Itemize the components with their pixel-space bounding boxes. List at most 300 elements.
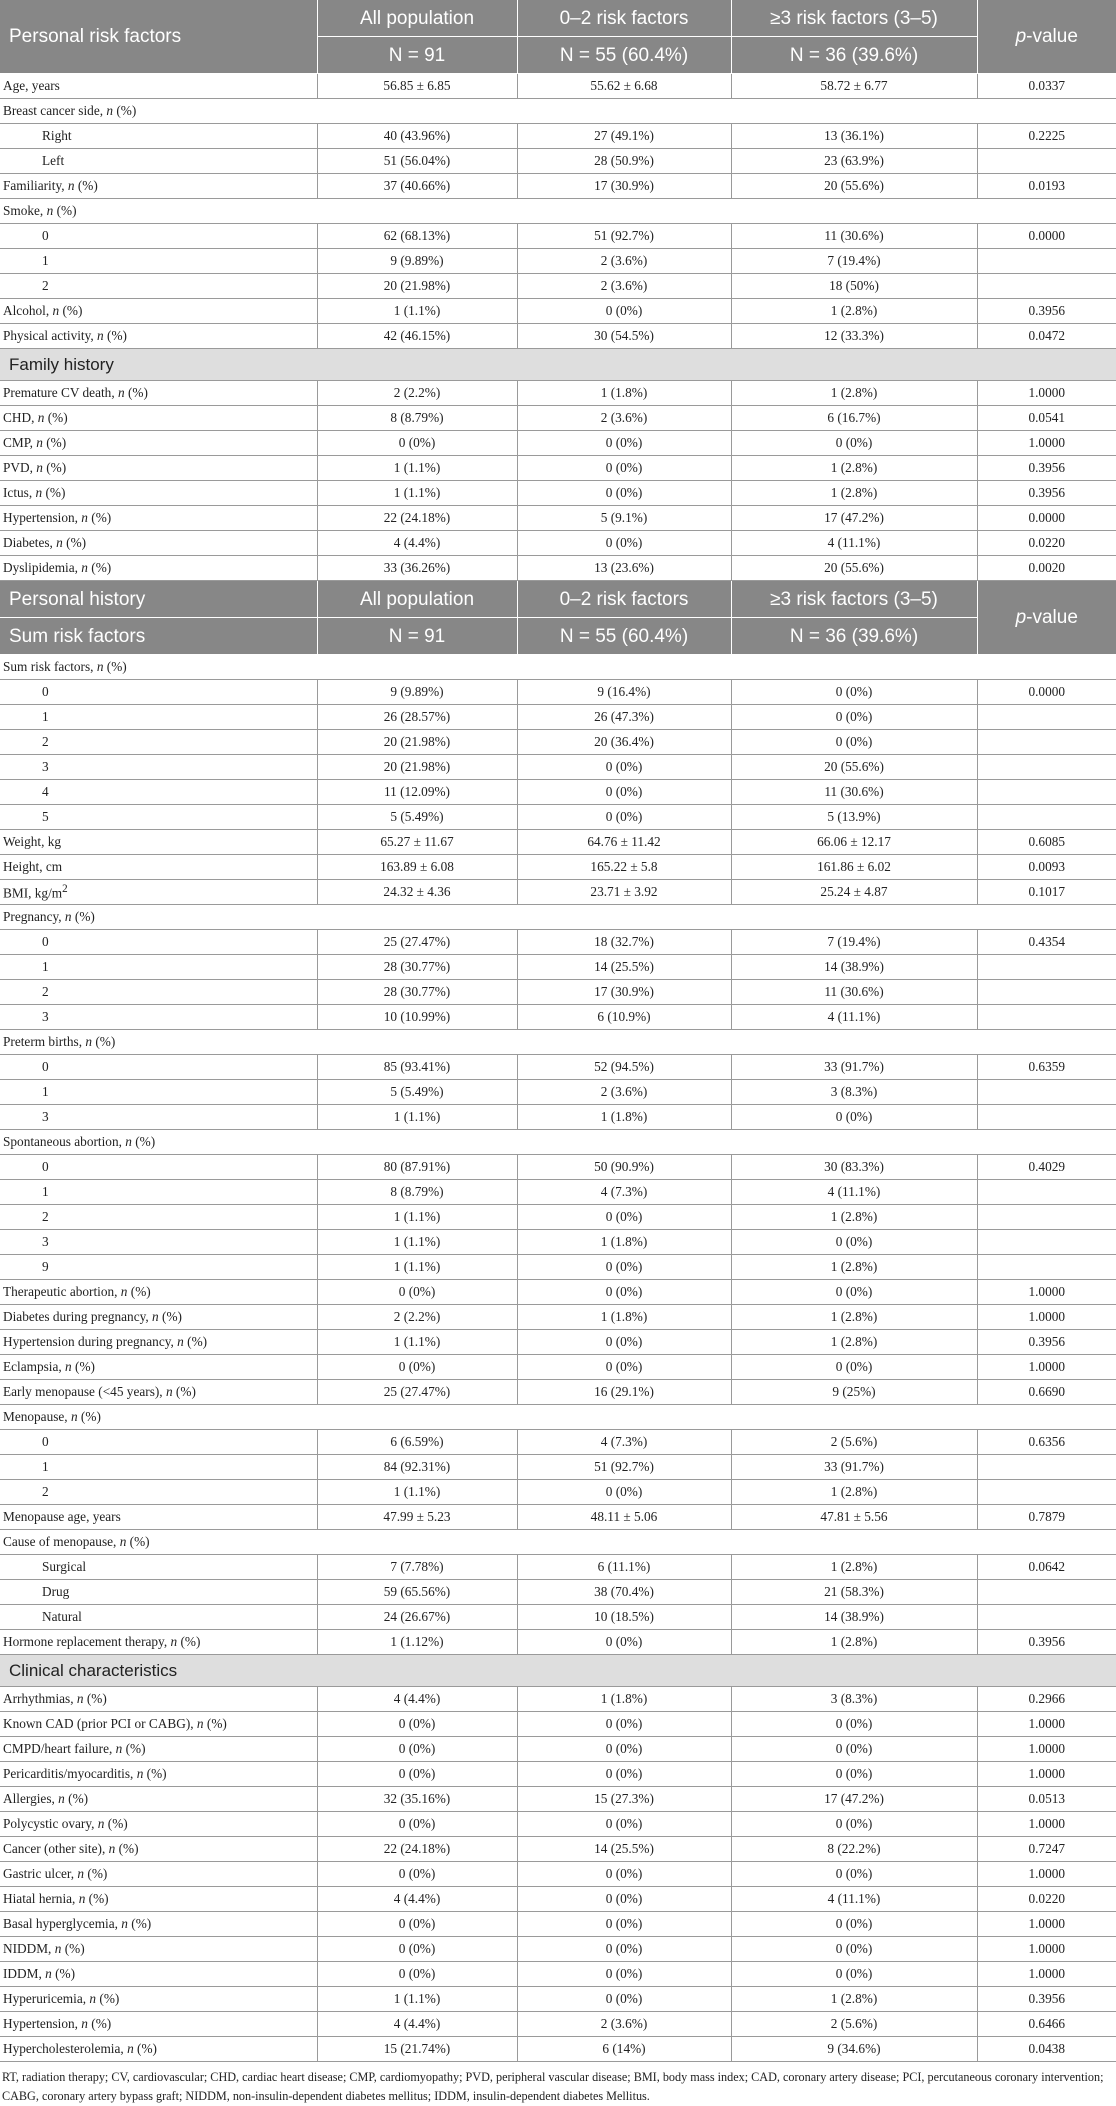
row-label [0,1505,317,1530]
label-text: Hormone replacement therapy, [3,1634,171,1650]
header-low-risk: 0–2 risk factors [517,581,731,618]
cell-all-population: 10 (10.99%) [317,1005,517,1030]
row-label [0,830,317,855]
n-symbol: n [85,1034,93,1050]
n-symbol: n [67,178,75,194]
row-label [0,1330,317,1355]
label-text: Dyslipidemia, [3,560,82,576]
row-label [0,1130,1116,1155]
row-label [0,1455,317,1480]
table-row [0,274,1116,299]
cell-low-risk: 1 (1.8%) [517,1230,731,1255]
cell-low-risk: 4 (7.3%) [517,1430,731,1455]
row-label [0,2037,317,2062]
cell-p-value [977,149,1116,174]
cell-high-risk: 13 (36.1%) [731,124,977,149]
cell-all-population: 0 (0%) [317,1737,517,1762]
cell-all-population: 8 (8.79%) [317,1180,517,1205]
label-text: Early menopause (<45 years), [3,1384,166,1400]
label-unit: (%) [133,2041,157,2057]
cell-low-risk: 9 (16.4%) [517,680,731,705]
n-symbol: n [165,1384,173,1400]
table-row [0,2012,1116,2037]
label-text: Allergies, [3,1791,59,1807]
cell-p-value [977,980,1116,1005]
cell-high-risk: 0 (0%) [731,705,977,730]
cell-all-population: 4 (4.4%) [317,1887,517,1912]
label-text: IDDM, [3,1966,46,1982]
label-text: Left [42,153,65,169]
n-symbol: n [177,1334,184,1350]
cell-p-value: 0.0093 [977,855,1116,880]
cell-all-population: 7 (7.78%) [317,1555,517,1580]
label-unit: (%) [127,1284,151,1300]
label-unit: (%) [177,1634,201,1650]
cell-all-population: 24 (26.67%) [317,1605,517,1630]
cell-high-risk: 1 (2.8%) [731,299,977,324]
n-symbol: n [70,1409,78,1425]
table-row [0,955,1116,980]
n-symbol: n [152,1309,159,1325]
label-text: 2 [42,1209,49,1225]
table-row [0,1405,1116,1430]
cell-low-risk: 48.11 ± 5.06 [517,1505,731,1530]
cell-low-risk: 15 (27.3%) [517,1787,731,1812]
label-text: PVD, [3,460,37,476]
n-symbol: n [196,1716,204,1732]
cell-low-risk: 0 (0%) [517,1912,731,1937]
table-row [0,1030,1116,1055]
cell-p-value: 0.2225 [977,124,1116,149]
label-text: CHD, [3,410,38,426]
row-label [0,506,317,531]
row-label [0,1105,317,1130]
row-label [0,1155,317,1180]
header-sum-risk-factors: Sum risk factors [0,618,317,655]
label-text: Height, cm [3,859,63,875]
n-symbol: n [52,303,60,319]
label-text: 1 [42,1184,49,1200]
cell-high-risk: 6 (16.7%) [731,406,977,431]
label-text: Hypertension, [3,510,82,526]
n-symbol: n [37,410,45,426]
cell-all-population: 33 (36.26%) [317,556,517,581]
cell-high-risk: 0 (0%) [731,680,977,705]
cell-all-population: 1 (1.1%) [317,299,517,324]
cell-low-risk: 38 (70.4%) [517,1580,731,1605]
cell-p-value: 0.0000 [977,680,1116,705]
cell-all-population: 1 (1.1%) [317,1480,517,1505]
table-row [0,1080,1116,1105]
label-unit: (%) [183,1334,208,1350]
row-label [0,655,1116,680]
label-unit: (%) [131,1134,156,1150]
table-row [0,905,1116,930]
cell-high-risk: 0 (0%) [731,1862,977,1887]
cell-p-value: 1.0000 [977,381,1116,406]
cell-p-value: 0.2966 [977,1687,1116,1712]
label-text: 3 [42,1009,49,1025]
label-unit: (%) [59,303,83,319]
cell-high-risk: 20 (55.6%) [731,755,977,780]
cell-p-value [977,1005,1116,1030]
cell-low-risk: 0 (0%) [517,1255,731,1280]
row-label [0,199,1116,224]
row-label [0,1987,317,2012]
cell-high-risk: 4 (11.1%) [731,531,977,556]
p-suffix: -value [1026,607,1078,628]
cell-low-risk: 1 (1.8%) [517,1105,731,1130]
header-n-low: N = 55 (60.4%) [517,618,731,655]
cell-high-risk: 47.81 ± 5.56 [731,1505,977,1530]
cell-high-risk: 0 (0%) [731,1962,977,1987]
table-row [0,1055,1116,1080]
n-symbol: n [170,1634,178,1650]
label-unit: (%) [53,203,77,219]
cell-p-value: 0.3956 [977,299,1116,324]
cell-all-population: 51 (56.04%) [317,149,517,174]
cell-high-risk: 25.24 ± 4.87 [731,880,977,905]
cell-low-risk: 16 (29.1%) [517,1380,731,1405]
cell-p-value [977,1080,1116,1105]
table-row [0,1837,1116,1862]
n-symbol: n [56,535,63,551]
table-row [0,1737,1116,1762]
cell-high-risk: 20 (55.6%) [731,556,977,581]
cell-high-risk: 4 (11.1%) [731,1005,977,1030]
cell-all-population: 1 (1.12%) [317,1630,517,1655]
cell-p-value [977,1205,1116,1230]
table-row [0,705,1116,730]
row-label [0,249,317,274]
table-row [0,74,1116,99]
cell-all-population: 4 (4.4%) [317,1687,517,1712]
row-label [0,1837,317,1862]
table-row [0,1480,1116,1505]
label-text: Hypertension, [3,2016,82,2032]
cell-all-population: 5 (5.49%) [317,805,517,830]
row-label [0,1712,317,1737]
table-row [0,805,1116,830]
cell-low-risk: 0 (0%) [517,1937,731,1962]
row-label [0,149,317,174]
table-row [0,1630,1116,1655]
cell-p-value [977,1105,1116,1130]
cell-low-risk: 26 (47.3%) [517,705,731,730]
n-symbol: n [108,1841,116,1857]
row-label [0,531,317,556]
label-unit: (%) [158,1309,182,1325]
label-unit: (%) [127,1916,152,1932]
cell-low-risk: 0 (0%) [517,1812,731,1837]
cell-all-population: 0 (0%) [317,1355,517,1380]
n-symbol: n [77,1866,85,1882]
header-n-low: N = 55 (60.4%) [517,37,731,74]
label-text: Preterm births, [3,1034,86,1050]
row-label [0,1555,317,1580]
label-text: 0 [42,1159,49,1175]
row-label [0,955,317,980]
row-label [0,1180,317,1205]
cell-p-value: 0.0438 [977,2037,1116,2062]
table-row [0,980,1116,1005]
row-label [0,1055,317,1080]
table-row [0,1962,1116,1987]
cell-p-value: 0.7879 [977,1505,1116,1530]
cell-all-population: 25 (27.47%) [317,1380,517,1405]
row-label [0,1380,317,1405]
n-symbol: n [64,909,72,925]
family-history-section-row [0,349,1116,381]
label-text: Arrhythmias, [3,1691,77,1707]
cell-high-risk: 4 (11.1%) [731,1887,977,1912]
cell-all-population: 22 (24.18%) [317,506,517,531]
label-text: Alcohol, [3,303,53,319]
cell-high-risk: 0 (0%) [731,431,977,456]
cell-p-value [977,730,1116,755]
label-text: 1 [42,253,49,269]
cell-all-population: 40 (43.96%) [317,124,517,149]
cell-all-population: 163.89 ± 6.08 [317,855,517,880]
cell-p-value: 0.4354 [977,930,1116,955]
label-text: Hypercholesterolemia, [3,2041,128,2057]
cell-all-population: 4 (4.4%) [317,531,517,556]
cell-low-risk: 0 (0%) [517,1280,731,1305]
cell-all-population: 15 (21.74%) [317,2037,517,2062]
label-unit: (%) [87,560,112,576]
label-unit: (%) [64,1791,89,1807]
label-text: 1 [42,1459,49,1475]
cell-high-risk: 20 (55.6%) [731,174,977,199]
cell-high-risk: 1 (2.8%) [731,1630,977,1655]
table-row [0,531,1116,556]
table-row [0,149,1116,174]
cell-low-risk: 64.76 ± 11.42 [517,830,731,855]
cell-p-value: 0.0220 [977,531,1116,556]
cell-high-risk: 2 (5.6%) [731,1430,977,1455]
cell-low-risk: 28 (50.9%) [517,149,731,174]
label-unit: (%) [42,485,66,501]
cell-low-risk: 10 (18.5%) [517,1605,731,1630]
table-row [0,249,1116,274]
n-symbol: n [76,1691,84,1707]
label-unit: (%) [126,1534,150,1550]
cell-p-value [977,780,1116,805]
cell-high-risk: 5 (13.9%) [731,805,977,830]
cell-high-risk: 0 (0%) [731,1105,977,1130]
label-text: 9 [42,1259,49,1275]
cell-all-population: 1 (1.1%) [317,1987,517,2012]
table-row [0,299,1116,324]
cell-high-risk: 161.86 ± 6.02 [731,855,977,880]
cell-p-value [977,955,1116,980]
cell-high-risk: 0 (0%) [731,730,977,755]
cell-p-value: 0.0472 [977,324,1116,349]
cell-low-risk: 6 (10.9%) [517,1005,731,1030]
header-p-value [977,581,1116,655]
table-row [0,431,1116,456]
cell-p-value [977,1580,1116,1605]
header-all-population: All population [317,0,517,37]
n-symbol: n [58,1791,65,1807]
cell-p-value [977,1480,1116,1505]
n-symbol: n [46,203,54,219]
label-superscript: 2 [62,883,68,896]
cell-p-value: 0.0000 [977,506,1116,531]
table-footnote: RT, radiation therapy; CV, cardiovascular; CHD, cardiac heart disease; CMP, cardiomyopathy; PVD, peripheral vascular disease; BMI, body mass index; CAD, coronary artery disease; PCI, percutaneous coronary intervention; CABG, coronary artery bypass graft; NIDDM, non-insulin-dependent diabetes mellitus; IDDM, insulin-dependent diabetes Mellitus. [2,2070,1104,2103]
cell-low-risk: 20 (36.4%) [517,730,731,755]
label-unit: (%) [203,1716,227,1732]
cell-low-risk: 5 (9.1%) [517,506,731,531]
cell-p-value: 0.0642 [977,1555,1116,1580]
label-text: Eclampsia, [3,1359,66,1375]
n-symbol: n [106,103,114,119]
cell-p-value [977,1255,1116,1280]
cell-high-risk: 11 (30.6%) [731,780,977,805]
row-label [0,805,317,830]
cell-high-risk: 1 (2.8%) [731,1205,977,1230]
row-label [0,1630,317,1655]
table-row [0,199,1116,224]
cell-high-risk: 2 (5.6%) [731,2012,977,2037]
label-text: 2 [42,734,49,750]
label-text: 1 [42,959,49,975]
table-row [0,224,1116,249]
label-text: Surgical [42,1559,87,1575]
row-label [0,456,317,481]
cell-low-risk: 0 (0%) [517,1630,731,1655]
table-row [0,1255,1116,1280]
clinical-characteristics-section-title: Clinical characteristics [0,1655,1116,1687]
cell-p-value [977,249,1116,274]
cell-all-population: 6 (6.59%) [317,1430,517,1455]
cell-low-risk: 0 (0%) [517,1762,731,1787]
label-text: 0 [42,684,49,700]
label-text: Spontaneous abortion, [3,1134,126,1150]
label-text: 0 [42,1434,49,1450]
cell-low-risk: 0 (0%) [517,456,731,481]
cell-high-risk: 3 (8.3%) [731,1687,977,1712]
cell-high-risk: 0 (0%) [731,1812,977,1837]
cell-low-risk: 0 (0%) [517,1737,731,1762]
table-row [0,1330,1116,1355]
cell-high-risk: 0 (0%) [731,1937,977,1962]
cell-high-risk: 8 (22.2%) [731,1837,977,1862]
cell-all-population: 0 (0%) [317,1762,517,1787]
n-symbol: n [45,1966,52,1982]
table-row [0,1205,1116,1230]
label-text: Drug [42,1584,70,1600]
cell-all-population: 11 (12.09%) [317,780,517,805]
table-row [0,1105,1116,1130]
header-n-all: N = 91 [317,618,517,655]
cell-p-value: 1.0000 [977,1937,1116,1962]
p-symbol: p [1015,607,1027,628]
n-symbol: n [81,510,88,526]
cell-all-population: 84 (92.31%) [317,1455,517,1480]
label-unit: (%) [44,410,68,426]
label-text: 3 [42,1109,49,1125]
row-label [0,1937,317,1962]
row-label [0,224,317,249]
row-label [0,905,1116,930]
label-unit: (%) [42,460,67,476]
cell-all-population: 1 (1.1%) [317,1255,517,1280]
cell-low-risk: 52 (94.5%) [517,1055,731,1080]
label-text: 5 [42,809,49,825]
label-unit: (%) [87,2016,112,2032]
cell-high-risk: 23 (63.9%) [731,149,977,174]
label-text: CMPD/heart failure, [3,1741,116,1757]
cell-all-population: 1 (1.1%) [317,481,517,506]
cell-high-risk: 14 (38.9%) [731,1605,977,1630]
row-label [0,1737,317,1762]
cell-high-risk: 0 (0%) [731,1230,977,1255]
cell-low-risk: 4 (7.3%) [517,1180,731,1205]
cell-low-risk: 51 (92.7%) [517,224,731,249]
cell-p-value: 0.3956 [977,1330,1116,1355]
cell-all-population: 0 (0%) [317,1937,517,1962]
label-unit: (%) [122,1741,146,1757]
cell-low-risk: 30 (54.5%) [517,324,731,349]
n-symbol: n [35,485,43,501]
family-history-section-title: Family history [0,349,1116,381]
label-text: Cause of menopause, [3,1534,120,1550]
cell-p-value: 0.0000 [977,224,1116,249]
table-row [0,1180,1116,1205]
table-row [0,780,1116,805]
cell-p-value: 1.0000 [977,1812,1116,1837]
label-unit: (%) [113,103,137,119]
label-unit: (%) [87,510,112,526]
cell-high-risk: 1 (2.8%) [731,381,977,406]
header2-row-2 [0,618,1116,655]
cell-p-value: 0.0193 [977,174,1116,199]
table-row [0,1455,1116,1480]
cell-low-risk: 2 (3.6%) [517,406,731,431]
cell-all-population: 9 (9.89%) [317,249,517,274]
table-row [0,406,1116,431]
row-label [0,2012,317,2037]
cell-all-population: 32 (35.16%) [317,1787,517,1812]
cell-high-risk: 30 (83.3%) [731,1155,977,1180]
cell-low-risk: 14 (25.5%) [517,1837,731,1862]
n-symbol: n [120,1284,128,1300]
row-label [0,680,317,705]
row-label [0,1005,317,1030]
cell-all-population: 5 (5.49%) [317,1080,517,1105]
cell-all-population: 26 (28.57%) [317,705,517,730]
row-label [0,930,317,955]
cell-low-risk: 0 (0%) [517,299,731,324]
label-text: 2 [42,1484,49,1500]
table-row [0,556,1116,581]
cell-all-population: 9 (9.89%) [317,680,517,705]
label-unit: (%) [103,328,127,344]
n-symbol: n [54,1941,62,1957]
table-row [0,1380,1116,1405]
table-row [0,456,1116,481]
row-label [0,1255,317,1280]
table-row [0,1505,1116,1530]
cell-low-risk: 55.62 ± 6.68 [517,74,731,99]
cell-all-population: 2 (2.2%) [317,1305,517,1330]
table-row [0,1305,1116,1330]
cell-high-risk: 12 (33.3%) [731,324,977,349]
label-text: Weight, kg [3,834,62,850]
label-unit: (%) [85,1891,109,1907]
cell-low-risk: 1 (1.8%) [517,1687,731,1712]
